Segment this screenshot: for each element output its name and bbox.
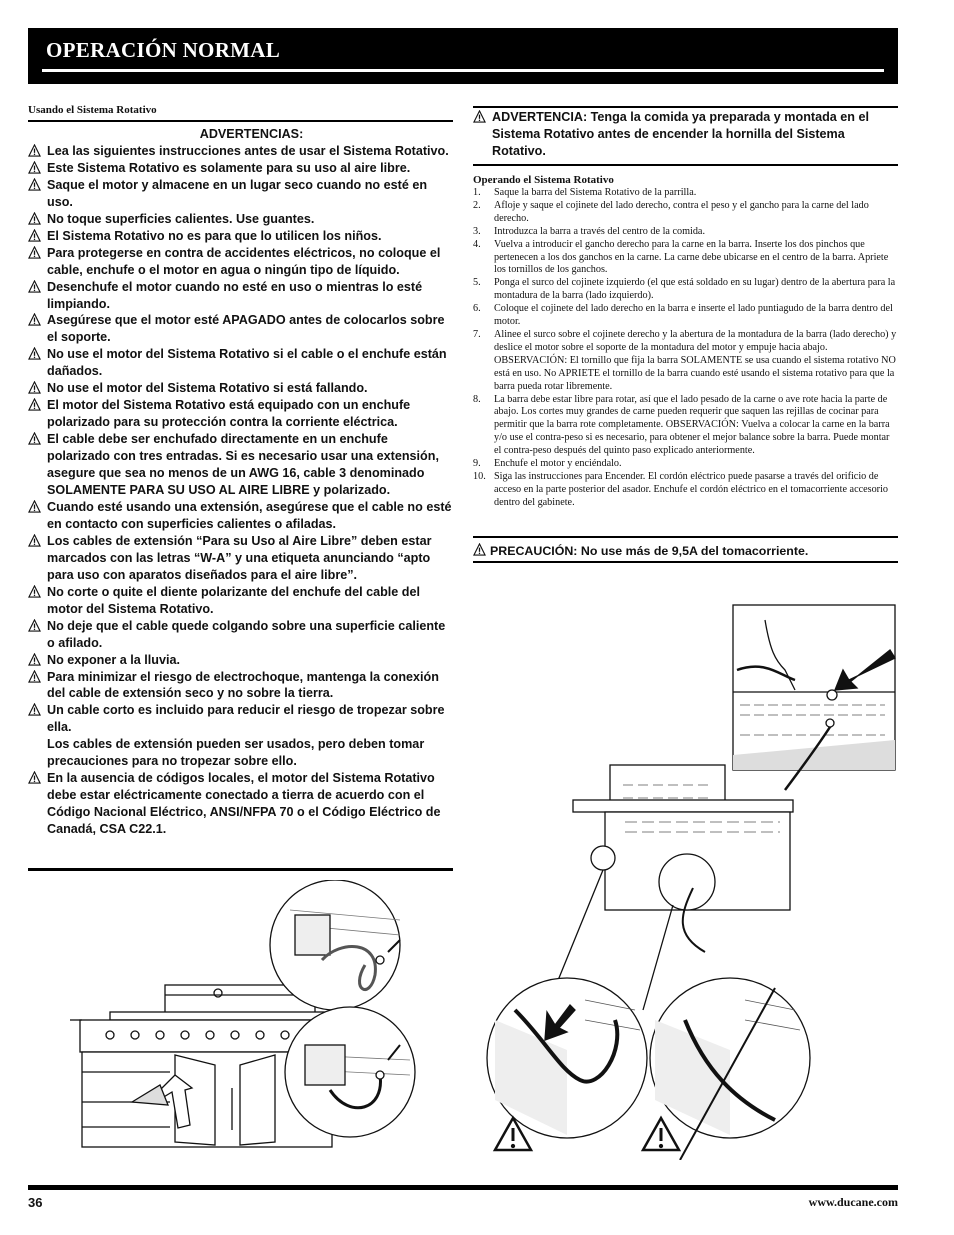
- page-title: OPERACIÓN NORMAL: [46, 38, 281, 62]
- warning-text: No use el motor del Sistema Rotativo si el cable o el enchufe están dañados.: [47, 347, 447, 379]
- section-label: Usando el Sistema Rotativo: [28, 104, 157, 116]
- power-cord-illustration: [475, 600, 900, 1160]
- warning-item: [28, 228, 453, 245]
- divider: [28, 120, 453, 122]
- warning-triangle-icon: [28, 670, 41, 683]
- warning-item: [28, 380, 453, 397]
- step-text: Alinee el surco sobre el cojinete derecho y la abertura de la montadura de la barra (lado derecho) y deslice el motor sobre el soporte de la montadura del motor y empuje hacia abajo. OBSERVACIÓN: El tornillo que fija la barra SOLAMENTE se usa cuando el sistema rotativo NO está en uso. No APRIETE el tornillo de la barra cuando esté usando el sistema rotativo para que la barra pueda rotar libremente.: [494, 328, 897, 392]
- divider: [28, 868, 453, 871]
- warning-text: El motor del Sistema Rotativo está equipado con un enchufe polarizado para su protección contra la corriente eléctrica.: [47, 398, 411, 430]
- warning-triangle-icon: [28, 246, 41, 259]
- warning-item: [28, 346, 453, 380]
- warning-text: El cable debe ser enchufado directamente en un enchufe polarizado con tres entradas. Si es necesario usar una extensión, asegure que sea no menos de un AWG 16, cable 3 denominado SOLAMENTE PARA SU USO AL AIRE LIBRE y polarizado.: [47, 432, 439, 498]
- warning-triangle-icon: [28, 229, 41, 242]
- operating-title: Operando el Sistema Rotativo: [473, 174, 614, 186]
- step-text: Ponga el surco del cojinete izquierdo (el que está soldado en su lugar) dentro de la abertura para la montadura de la barra (lado izquierdo).: [494, 277, 896, 302]
- step-text: La barra debe estar libre para rotar, así que el lado pesado de la carne o ave rote hacia la parte de abajo. Los cortes muy grandes de carne pueden requerir que saquen las rejillas de cocinar para permitir que la barra rote completamente. OBSERVACIÓN: Vuelva a colocar la carne en la barra y/o use el contra-peso si es necesario, para obtener el mejor balance sobre la barra. Puede montar el contra-peso después del quinto paso explicado anteriormente.: [494, 393, 890, 457]
- warning-triangle-icon: [28, 534, 41, 547]
- warning-text: No corte o quite el diente polarizante del enchufe del cable del motor del Sistema Rotativo.: [47, 584, 420, 616]
- step-item: [473, 471, 898, 510]
- warning-text: Desenchufe el motor cuando no esté en uso o mientras lo esté limpiando.: [47, 279, 423, 311]
- warning-text: No toque superficies calientes. Use guantes.: [47, 211, 315, 226]
- divider: [473, 561, 898, 563]
- page-header: [28, 28, 898, 84]
- warning-text: Asegúrese que el motor esté APAGADO antes de colocarlos sobre el soporte.: [47, 313, 445, 345]
- warning-triangle-icon: [28, 398, 41, 411]
- warning-triangle-icon: [28, 771, 41, 784]
- step-text: Vuelva a introducir el gancho derecho para la carne en la barra. Inserte los dos pinchos que pertenecen a los dos ganchos en la carne. La carne debe ubicarse en el centro de la barra. Apriete los tornillos de los ganchos.: [494, 238, 889, 276]
- step-text: Siga las instrucciones para Encender. El cordón eléctrico puede pasarse a través del orificio de acceso en la parte posterior del asador. Enchufe el cordón eléctrico en el tomacorriente accesorio dentro del gabinete.: [494, 470, 889, 508]
- step-item: [473, 277, 898, 303]
- page-number: 36: [28, 1195, 43, 1210]
- warning-triangle-icon: [28, 703, 41, 716]
- warnings-heading: ADVERTENCIAS:: [199, 127, 304, 141]
- warning-item: [28, 245, 453, 279]
- divider: [473, 164, 898, 166]
- step-number: 5.: [473, 277, 481, 289]
- warning-text: ADVERTENCIA: Tenga la comida ya preparada y montada en el Sistema Rotativo antes de encender la hornilla del Sistema Rotativo.: [492, 110, 869, 158]
- step-item: [473, 303, 898, 329]
- warning-text: Lea las siguientes instrucciones antes de usar el Sistema Rotativo.: [47, 143, 449, 158]
- step-number: 4.: [473, 238, 481, 250]
- step-number: 9.: [473, 458, 481, 470]
- warning-triangle-icon: [28, 280, 41, 293]
- header-rule: [42, 69, 884, 72]
- divider: [473, 106, 898, 108]
- warning-item: [28, 618, 453, 652]
- warning-triangle-icon: [473, 110, 486, 123]
- step-item: [473, 187, 898, 200]
- extension-note: Los cables de extensión pueden ser usados, pero deben tomar precauciones para no tropezar sobre ello.: [47, 737, 425, 769]
- warning-text: En la ausencia de códigos locales, el motor del Sistema Rotativo debe estar eléctricamente conectado a tierra de acuerdo con el Código Nacional Eléctrico, ANSI/NFPA 70 o el Código Eléctrico de Canadá, CSA C22.1.: [47, 771, 441, 837]
- warning-triangle-icon: [28, 161, 41, 174]
- step-number: 3.: [473, 225, 481, 237]
- warning-triangle-icon: [28, 347, 41, 360]
- footer-bar: [28, 1185, 898, 1190]
- warning-triangle-icon: [28, 653, 41, 666]
- warning-item: [28, 431, 453, 499]
- warning-text: Para minimizar el riesgo de electrochoque, mantenga la conexión del cable de extensión seco y no sobre la tierra.: [47, 669, 439, 701]
- warning-text: Para protegerse en contra de accidentes eléctricos, no coloque el cable, enchufe o el motor en agua o ningún tipo de líquido.: [47, 245, 441, 277]
- step-text: Coloque el cojinete del lado derecho en la barra e inserte el lado puntiagudo de la barra dentro del motor.: [494, 303, 893, 328]
- warning-text: Un cable corto es incluido para reducir el riesgo de tropezar sobre ella.: [47, 703, 445, 735]
- step-text: Saque la barra del Sistema Rotativo de la parrilla.: [494, 187, 697, 198]
- warning-item: [28, 499, 453, 533]
- step-item: [473, 239, 898, 278]
- warning-item: [28, 211, 453, 228]
- warning-triangle-icon: [28, 619, 41, 632]
- warning-item: [28, 397, 453, 431]
- step-text: Afloje y saque el cojinete del lado derecho, contra el peso y el gancho para la carne del lado derecho.: [494, 199, 869, 224]
- warning-item: [28, 652, 453, 669]
- caution-note: [473, 543, 808, 558]
- step-number: 10.: [473, 470, 486, 482]
- warning-text: No exponer a la lluvia.: [47, 652, 180, 667]
- warning-text: El Sistema Rotativo no es para que lo utilicen los niños.: [47, 228, 382, 243]
- warnings-list: [28, 126, 453, 838]
- step-number: 8.: [473, 393, 481, 405]
- warning-text: Los cables de extensión “Para su Uso al Aire Libre” deben estar marcados con las letras “W-A” y una etiqueta anunciando “apto para uso con aparatos diseñados para el aire libre”.: [47, 533, 432, 582]
- warning-triangle-icon: [28, 381, 41, 394]
- step-text: Enchufe el motor y enciéndalo.: [494, 458, 622, 470]
- warning-item: [28, 669, 453, 703]
- grill-rotisserie-illustration: [60, 880, 420, 1180]
- warning-item: [28, 770, 453, 838]
- warning-triangle-icon: [28, 432, 41, 445]
- step-item: [473, 458, 898, 471]
- warning-item: [28, 533, 453, 584]
- step-item: [473, 200, 898, 226]
- warning-triangle-icon: [28, 178, 41, 191]
- warning-item: [28, 702, 453, 736]
- step-number: 2.: [473, 199, 481, 211]
- warning-text: No deje que el cable quede colgando sobre una superficie caliente o afilado.: [47, 618, 446, 650]
- caution-text: PRECAUCIÓN: No use más de 9,5A del tomacorriente.: [490, 544, 809, 558]
- step-number: 6.: [473, 303, 481, 315]
- step-number: 1.: [473, 187, 481, 198]
- divider: [473, 536, 898, 538]
- warning-triangle-icon: [28, 313, 41, 326]
- step-item: [473, 329, 898, 394]
- warning-text: No use el motor del Sistema Rotativo si está fallando.: [47, 381, 368, 396]
- warning-item: [28, 143, 453, 160]
- warning-text: Este Sistema Rotativo es solamente para su uso al aire libre.: [47, 160, 411, 175]
- warning-item: [28, 279, 453, 313]
- footer-url: www.ducane.com: [808, 1195, 898, 1209]
- warning-triangle-icon: [28, 500, 41, 513]
- warning-item: [28, 177, 453, 211]
- step-text: Introduzca la barra a través del centro de la comida.: [494, 225, 705, 237]
- steps-list: [473, 187, 898, 510]
- step-item: [473, 394, 898, 459]
- warning-item: [28, 584, 453, 618]
- warning-triangle-icon: [28, 585, 41, 598]
- warning-text: Saque el motor y almacene en un lugar seco cuando no esté en uso.: [47, 177, 428, 209]
- warning-item: [28, 160, 453, 177]
- rotisserie-warning: [473, 109, 898, 160]
- step-item: [473, 226, 898, 239]
- warning-triangle-icon: [473, 543, 486, 556]
- warning-text: Cuando esté usando una extensión, asegúrese que el cable no esté en contacto con superficies calientes o afiladas.: [47, 499, 452, 531]
- warning-item: [28, 312, 453, 346]
- warning-triangle-icon: [28, 144, 41, 157]
- step-number: 7.: [473, 328, 481, 340]
- warning-triangle-icon: [28, 212, 41, 225]
